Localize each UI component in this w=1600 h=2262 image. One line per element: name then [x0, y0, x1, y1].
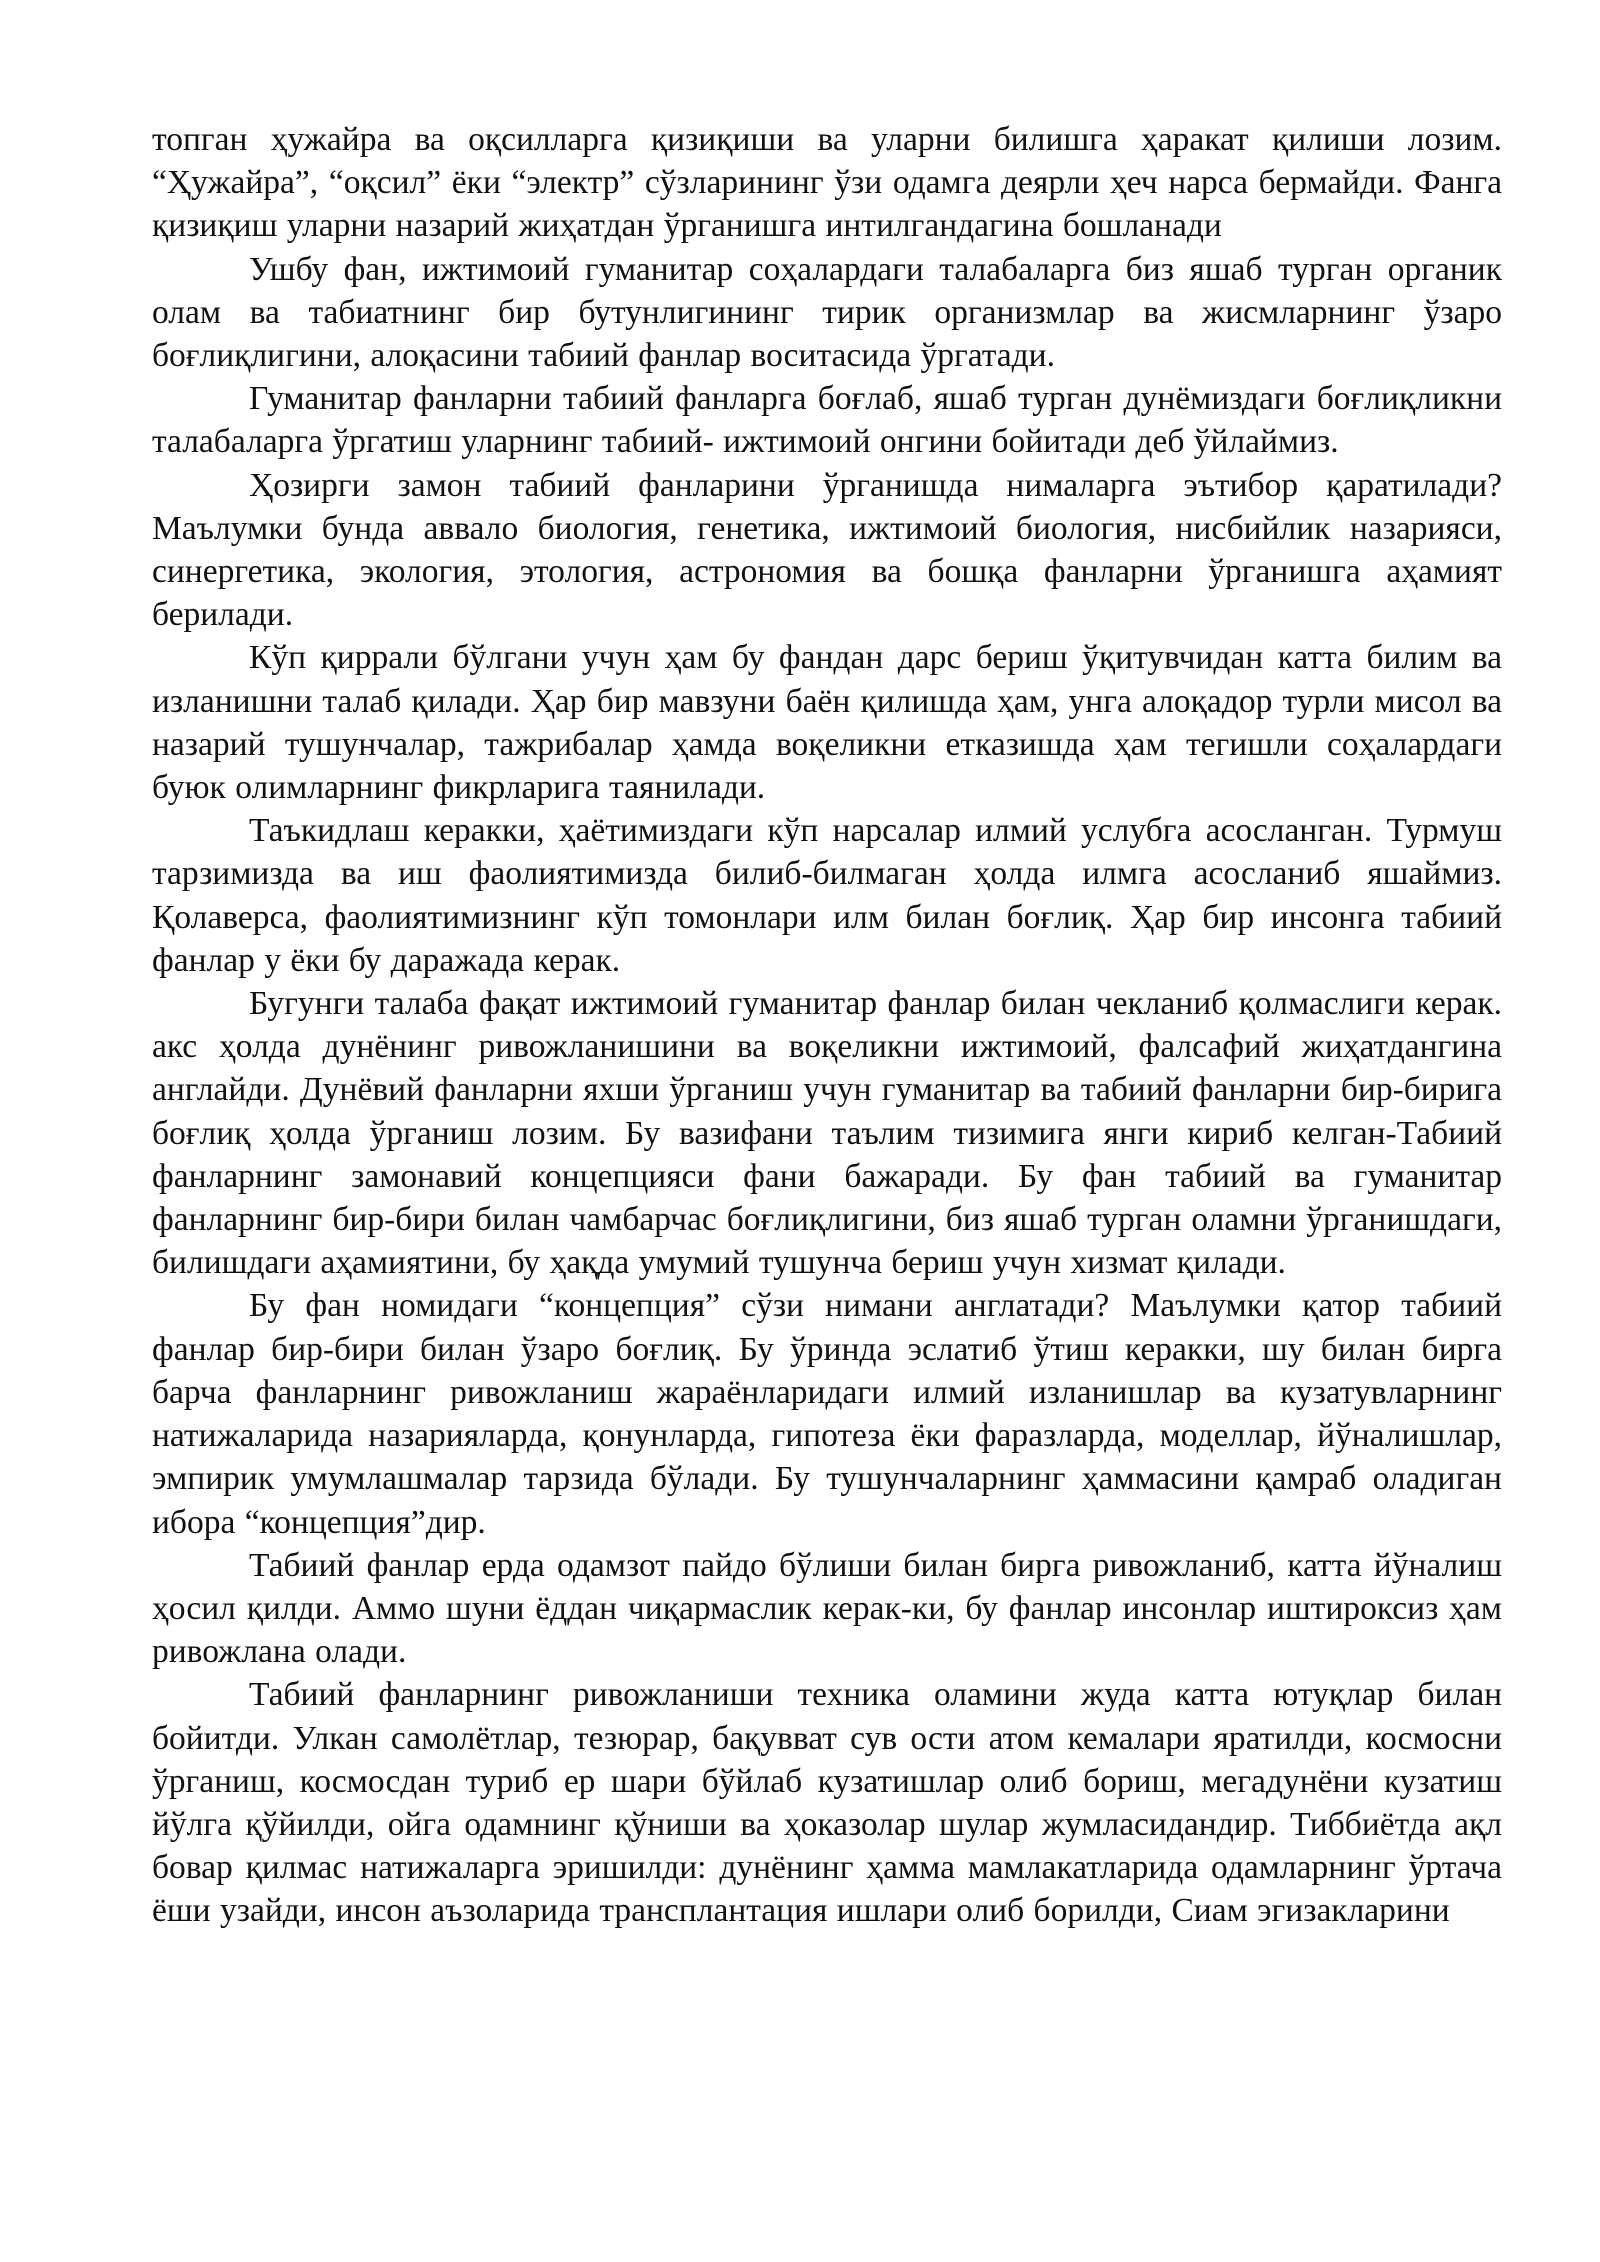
paragraph-8: Бу фан номидаги “концепция” сўзи нимани англатади? Маълумки қатор табиий фанлар бир-бири билан ўзаро боғлиқ. Бу ўринда эслатиб ўтиш керакки, шу билан бирга барча фанларнинг ривожланиш жараёнларидаги илмий изланишлар ва кузатувларнинг натижаларида назарияларда, қонунларда, гипотеза ёки фаразларда, моделлар, йўналишлар, эмпирик умумлашмалар тарзида бўлади. Бу тушунчаларнинг ҳаммасини қамраб оладиган ибора “концепция”дир. — [152, 1287, 1502, 1541]
paragraph-5: Кўп қиррали бўлгани учун ҳам бу фандан дарс бериш ўқитувчидан катта билим ва изланишни талаб қилади. Ҳар бир мавзуни баён қилишда ҳам, унга алоқадор турли мисол ва назарий тушунчалар, тажрибалар ҳамда воқеликни етказишда ҳам тегишли соҳалардаги буюк олимларнинг фикрларига таянилади. — [152, 639, 1502, 807]
paragraph-9: Табиий фанлар ерда одамзот пайдо бўлиши билан бирга ривожланиб, катта йўналиш ҳосил қилди. Аммо шуни ёддан чиқармаслик керак-ки, бу фанлар инсонлар иштироксиз ҳам ривожлана олади. — [152, 1546, 1502, 1671]
paragraph-1: топган ҳужайра ва оқсилларга қизиқиши ва уларни билишга ҳаракат қилиши лозим. “Ҳужайра”, “оқсил” ёки “электр” сўзларининг ўзи одамга деярли ҳеч нарса бермайди. Фанга қизиқиш уларни назарий жиҳатдан ўрганишга интилгандагина бошланади — [152, 121, 1502, 245]
document-page — [152, 118, 1502, 1933]
paragraph-4: Ҳозирги замон табиий фанларини ўрганишда нималарга эътибор қаратилади? Маълумки бунда аввало биология, генетика, ижтимоий биология, нисбийлик назарияси, синергетика, экология, этология, астрономия ва бошқа фанларни ўрганишга аҳамият берилади. — [152, 466, 1502, 634]
paragraph-10: Табиий фанларнинг ривожланиши техника оламини жуда катта ютуқлар билан бойитди. Улкан самолётлар, тезюрар, бақувват сув ости атом кемалари яратилди, космосни ўрганиш, космосдан туриб ер шари бўйлаб кузатишлар олиб бориш, мегадунёни кузатиш йўлга қўйилди, ойга одамнинг қўниши ва ҳоказолар шулар жумласидандир. Тиббиётда ақл бовар қилмас натижаларга эришилди: дунёнинг ҳамма мамлакатларида одамларнинг ўртача ёши узайди, инсон аъзоларида трансплантация ишлари олиб борилди, Сиам эгизакларини — [152, 1676, 1502, 1930]
paragraph-2: Ушбу фан, ижтимоий гуманитар соҳалардаги талабаларга биз яшаб турган органик олам ва табиатнинг бир бутунлигининг тирик организмлар ва жисмларнинг ўзаро боғлиқлигини, алоқасини табиий фанлар воситасида ўргатади. — [152, 250, 1502, 375]
paragraph-6: Таъкидлаш керакки, ҳаётимиздаги кўп нарсалар илмий услубга асосланган. Турмуш тарзимизда ва иш фаолиятимизда билиб-билмаган ҳолда илмга асосланиб яшаймиз. Қолаверса, фаолиятимизнинг кўп томонлари илм билан боғлиқ. Ҳар бир инсонга табиий фанлар у ёки бу даражада керак. — [152, 812, 1502, 979]
paragraph-3: Гуманитар фанларни табиий фанларга боғлаб, яшаб турган дунёмиздаги боғлиқликни талабаларга ўргатиш уларнинг табиий- ижтимоий онгини бойитади деб ўйлаймиз. — [152, 380, 1502, 461]
paragraph-7: Бугунги талаба фақат ижтимоий гуманитар фанлар билан чекланиб қолмаслиги керак. акс ҳолда дунёнинг ривожланишини ва воқеликни ижтимоий, фалсафий жиҳатдангина англайди. Дунёвий фанларни яхши ўрганиш учун гуманитар ва табиий фанларни бир-бирига боғлиқ ҳолда ўрганиш лозим. Бу вазифани таълим тизимига янги кириб келган-Табиий фанларнинг замонавий концепцияси фани бажаради. Бу фан табиий ва гуманитар фанларнинг бир-бири билан чамбарчас боғлиқлигини, биз яшаб турган оламни ўрганишдаги, билишдаги аҳамиятини, бу ҳақда умумий тушунча бериш учун хизмат қилади. — [152, 985, 1502, 1282]
